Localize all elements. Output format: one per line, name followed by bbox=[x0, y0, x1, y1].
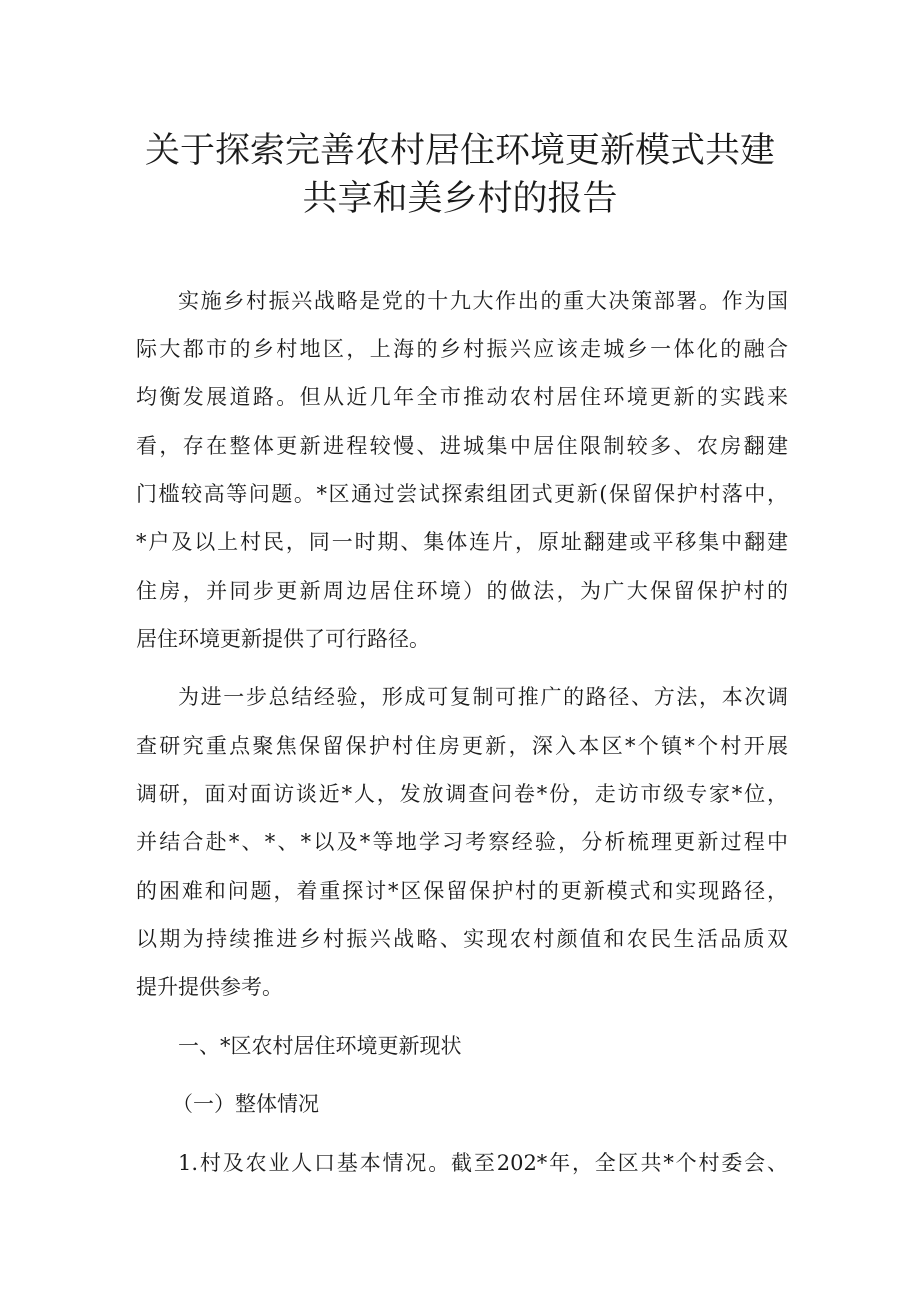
paragraph-line: 看，存在整体更新进程较慢、进城集中居住限制较多、农房翻建 bbox=[136, 434, 788, 458]
document-title-line-1: 关于探索完善农村居住环境更新模式共建 bbox=[144, 131, 775, 171]
paragraph-line: 均衡发展道路。但从近几年全市推动农村居住环境更新的实践来 bbox=[136, 385, 788, 409]
paragraph-line: *户及以上村民，同一时期、集体连片，原址翻建或平移集中翻建 bbox=[136, 530, 788, 554]
paragraph-line: 际大都市的乡村地区，上海的乡村振兴应该走城乡一体化的融合 bbox=[136, 337, 788, 361]
section-heading: 一、*区农村居住环境更新现状 bbox=[178, 1034, 462, 1058]
subsection-heading: （一）整体情况 bbox=[172, 1092, 319, 1116]
paragraph-line: 住房，并同步更新周边居住环境）的做法，为广大保留保护村的 bbox=[136, 579, 788, 603]
paragraph-line: 为进一步总结经验，形成可复制可推广的路径、方法，本次调 bbox=[178, 685, 788, 709]
paragraph-line: 提升提供参考。 bbox=[136, 975, 283, 999]
paragraph-line: 1.村及农业人口基本情况。截至202*年，全区共*个村委会、 bbox=[178, 1151, 788, 1175]
paragraph-line: 门槛较高等问题。*区通过尝试探索组团式更新(保留保护村落中， bbox=[136, 482, 788, 506]
paragraph-line: 的困难和问题，着重探讨*区保留保护村的更新模式和实现路径， bbox=[136, 879, 788, 903]
paragraph-line: 并结合赴*、*、*以及*等地学习考察经验，分析梳理更新过程中 bbox=[136, 830, 788, 854]
paragraph-line: 以期为持续推进乡村振兴战略、实现农村颜值和农民生活品质双 bbox=[136, 927, 788, 951]
paragraph-line: 居住环境更新提供了可行路径。 bbox=[136, 627, 430, 651]
paragraph-line: 调研，面对面访谈近*人，发放调查问卷*份，走访市级专家*位， bbox=[136, 782, 788, 806]
paragraph-line: 查研究重点聚焦保留保护村住房更新，深入本区*个镇*个村开展 bbox=[136, 734, 788, 758]
paragraph-line: 实施乡村振兴战略是党的十九大作出的重大决策部署。作为国 bbox=[178, 289, 788, 313]
document-title-line-2: 共享和美乡村的报告 bbox=[302, 179, 618, 219]
